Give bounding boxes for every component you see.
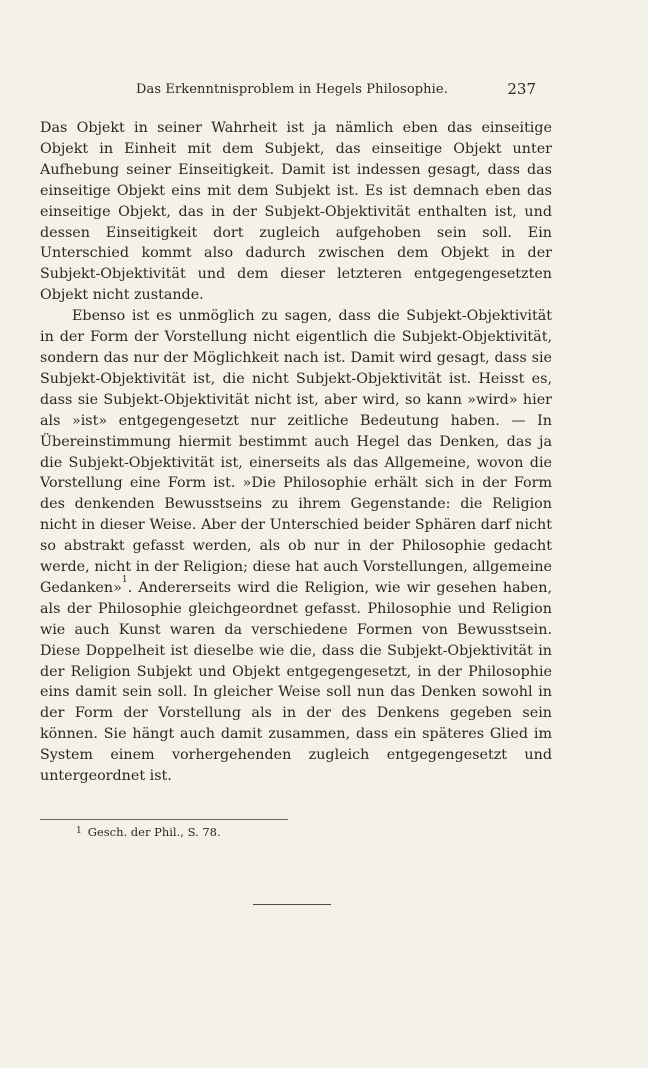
footnote xyxy=(76,825,221,839)
paragraph-2-text-a: Ebenso ist es unmöglich zu sagen, dass die Subjekt-Objektivität in der Form der Vorstellung nicht eigentlich die Subjekt-Objektivität, sondern das nur der Möglichkeit nach ist. Damit wird gesagt, dass sie Subjekt-Objektivität ist, die nicht Subjekt-Objektivität ist. Heisst es, dass sie Subjekt-Objektivität nicht ist, aber wird, so kann »wird» hier als »ist» entgegengesetzt nur zeitliche Bedeutung haben. — In Übereinstimmung hiermit bestimmt auch Hegel das Denken, das ja die Subjekt-Objektivität ist, einerseits als das Allgemeine, wovon die Vorstellung eine Form ist. »Die Philosophie erhält sich in der Form des denkenden Bewusstseins zu ihrem Gegenstande: die Religion nicht in dieser Weise. Aber der Unterschied beider Sphären darf nicht so abstrakt gefasst werden, als ob nur in der Philosophie gedacht werde, nicht in der Religion; diese hat auch Vorstellungen, allgemeine Gedanken» xyxy=(40,308,552,596)
paragraph-2 xyxy=(40,306,552,787)
paragraph-1: Das Objekt in seiner Wahrheit ist ja nämlich eben das einseitige Objekt in Einheit mit dem Subjekt, das einseitige Objekt unter Aufhebung seiner Einseitigkeit. Damit ist indessen gesagt, dass das einseitige Objekt eins mit dem Subjekt ist. Es ist demnach eben das einseitige Objekt, das in der Subjekt-Objektivität enthalten ist, und dessen Einseitigkeit dort zugleich aufgehoben sein soll. Ein Unterschied kommt also dadurch zwischen dem Objekt in der Subjekt-Objektivität und dem dieser letzteren entgegengesetzten Objekt nicht zustande. xyxy=(40,120,552,304)
footnote-reference: 1 xyxy=(121,574,128,585)
running-title: Das Erkenntnisproblem in Hegels Philosophie. xyxy=(136,82,448,97)
footnote-text: Gesch. der Phil., S. 78. xyxy=(87,825,221,839)
bottom-rule xyxy=(253,904,331,905)
paragraph-2-text-b: . Andererseits wird die Religion, wie wir gesehen haben, als der Philosophie gleichgeordnet gefasst. Philosophie und Religion wie auch Kunst waren da verschiedene Formen von Bewusstsein. Diese Doppelheit ist dieselbe wie die, dass die Subjekt-Objektivität in der Religion Subjekt und Objekt entgegengesetzt, in der Philosophie eins damit sein soll. In gleicher Weise soll nun das Denken sowohl in der Form der Vorstellung als in der des Denkens gegeben sein können. Sie hängt auch damit zusammen, dass ein späteres Glied im System einem vorhergehenden zugleich entgegengesetzt und untergeordnet ist. xyxy=(40,579,552,785)
running-header xyxy=(40,82,536,104)
footnote-mark: 1 xyxy=(76,826,82,836)
body-text xyxy=(40,118,552,787)
footnote-rule xyxy=(40,819,288,820)
page-number: 237 xyxy=(507,80,536,98)
